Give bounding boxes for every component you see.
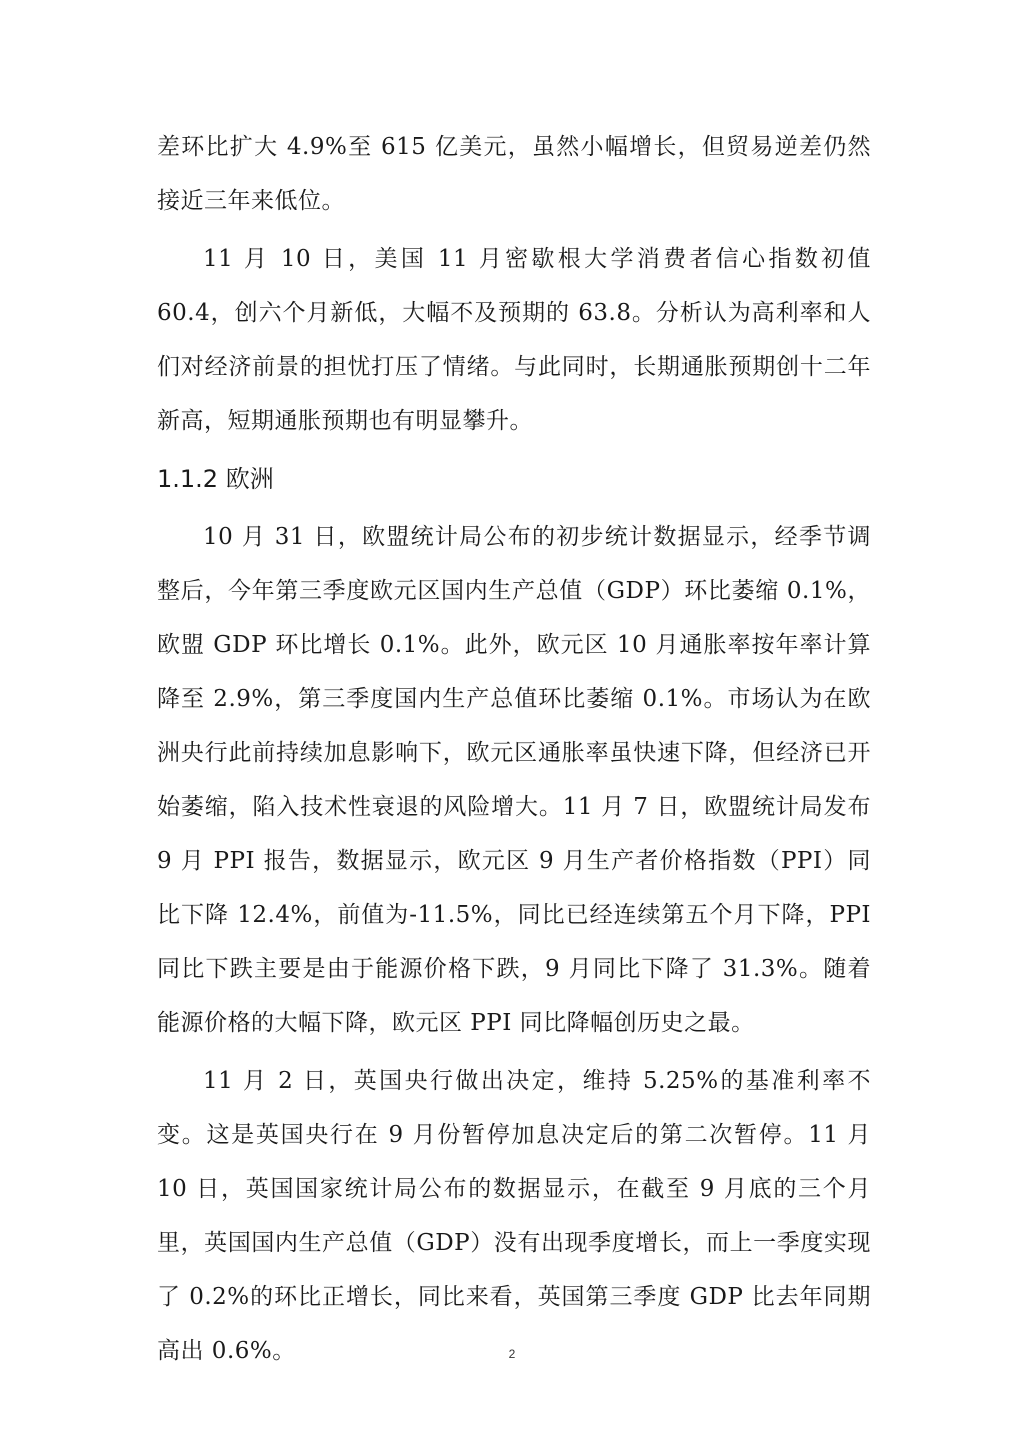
page-number: 2 <box>508 1347 516 1361</box>
paragraph-eurozone-gdp-ppi: 10 月 31 日，欧盟统计局公布的初步统计数据显示，经季节调整后，今年第三季度欧元区国内生产总值（GDP）环比萎缩 0.1%，欧盟 GDP 环比增长 0.1%。此外，欧元区 10 月通胀率按年率计算降至 2.9%，第三季度国内生产总值环比萎缩 0.1%。市场认为在欧洲央行此前持续加息影响下，欧元区通胀率虽快速下降，但经济已开始萎缩，陷入技术性衰退的风险增大。11 月 7 日，欧盟统计局发布 9 月 PPI 报告，数据显示，欧元区 9 月生产者价格指数（PPI）同比下降 12.4%，前值为-11.5%，同比已经连续第五个月下降，PPI 同比下跌主要是由于能源价格下跌，9 月同比下降了 31.3%。随着能源价格的大幅下降，欧元区 PPI 同比降幅创历史之最。 <box>157 524 871 1036</box>
paragraph-us-trade-continuation: 差环比扩大 4.9%至 615 亿美元，虽然小幅增长，但贸易逆差仍然接近三年来低位。 <box>157 134 871 214</box>
paragraph-uk-rates-gdp: 11 月 2 日，英国央行做出决定，维持 5.25%的基准利率不变。这是英国央行在 9 月份暂停加息决定后的第二次暂停。11 月 10 日，英国国家统计局公布的数据显示，在截至 9 月底的三个月里，英国国内生产总值（GDP）没有出现季度增长，而上一季度实现了 0.2%的环比正增长，同比来看，英国第三季度 GDP 比去年同期高出 0.6%。 <box>157 1068 871 1364</box>
section-heading-europe: 1.1.2 欧洲 <box>157 465 274 493</box>
document-page <box>157 120 871 1382</box>
paragraph-us-consumer-confidence: 11 月 10 日，美国 11 月密歇根大学消费者信心指数初值 60.4，创六个月新低，大幅不及预期的 63.8。分析认为高利率和人们对经济前景的担忧打压了情绪。与此同时，长期通胀预期创十二年新高，短期通胀预期也有明显攀升。 <box>157 246 871 434</box>
